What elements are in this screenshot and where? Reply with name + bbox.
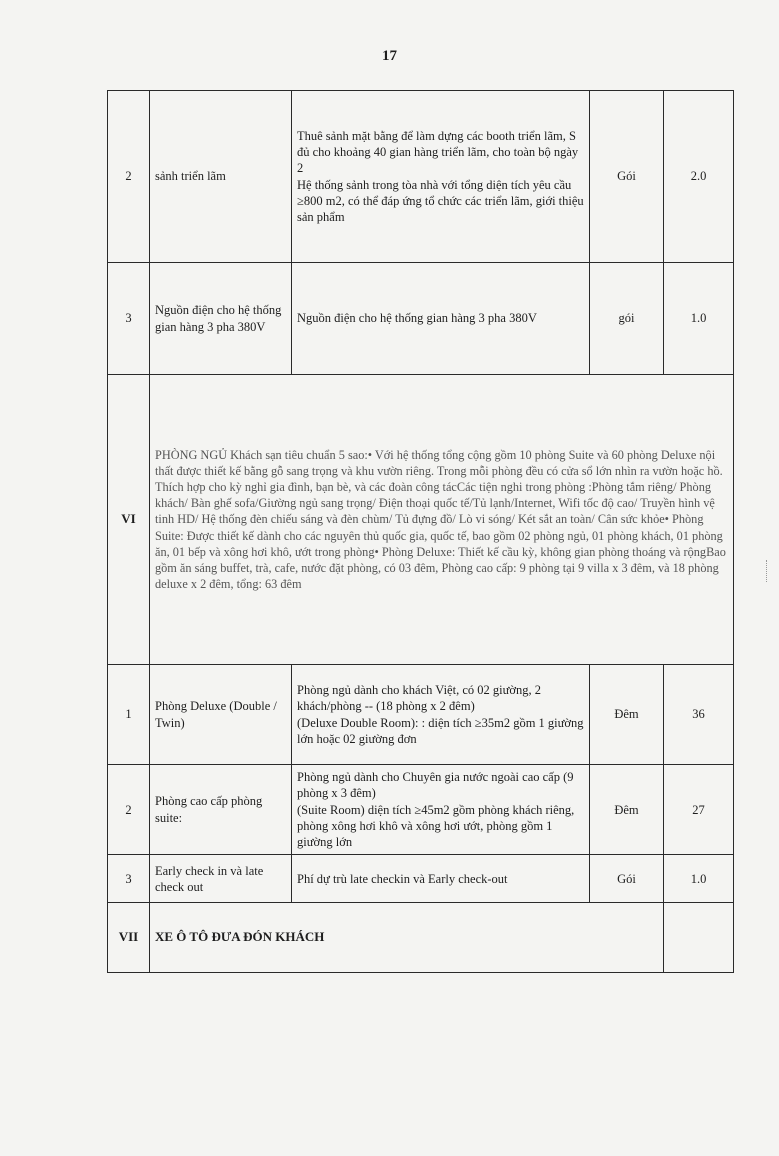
item-description bbox=[292, 263, 590, 375]
section-row bbox=[108, 375, 734, 665]
empty-cell bbox=[664, 903, 734, 973]
margin-mark bbox=[766, 560, 773, 582]
item-description bbox=[292, 665, 590, 765]
item-description bbox=[292, 91, 590, 263]
item-name: Early check in và late check out bbox=[150, 855, 292, 903]
table-row bbox=[108, 665, 734, 765]
description-line: (Suite Room) diện tích ≥45m2 gồm phòng khách riêng, phòng xông hơi khô và xông hơi ướt, phòng gồm 1 giường lớn bbox=[297, 802, 575, 849]
table-row bbox=[108, 91, 734, 263]
table-row bbox=[108, 765, 734, 855]
table-row bbox=[108, 855, 734, 903]
description-line: Hệ thống sảnh trong tòa nhà với tổng diện tích yêu cầu bbox=[297, 177, 572, 192]
page-number: 17 bbox=[382, 48, 397, 64]
description-line: Thuê sảnh mặt bằng để làm dựng các booth triển lãm, S đủ cho khoảng 40 gian hàng triển lãm, cho toàn bộ ngày 2 bbox=[297, 128, 579, 176]
section-row bbox=[108, 903, 734, 973]
item-unit: Gói bbox=[590, 91, 664, 263]
item-description bbox=[292, 855, 590, 903]
item-unit: gói bbox=[590, 263, 664, 375]
description-line: Phòng ngủ dành cho Chuyên gia nước ngoài cao cấp (9 phòng x 3 đêm) bbox=[297, 770, 574, 801]
cost-table bbox=[107, 90, 734, 973]
row-number: 3 bbox=[108, 263, 150, 375]
item-name: Phòng cao cấp phòng suite: bbox=[150, 765, 292, 855]
description-line: ≥800 m2, có thể đáp ứng tổ chức các triển lãm, giới thiệu sản phẩm bbox=[297, 193, 584, 224]
table-row bbox=[108, 263, 734, 375]
section-title: XE Ô TÔ ĐƯA ĐÓN KHÁCH bbox=[150, 903, 664, 973]
item-name: Phòng Deluxe (Double / Twin) bbox=[150, 665, 292, 765]
item-unit: Đêm bbox=[590, 765, 664, 855]
section-number: VI bbox=[108, 375, 150, 665]
row-number: 2 bbox=[108, 91, 150, 263]
item-quantity: 27 bbox=[664, 765, 734, 855]
item-description bbox=[292, 765, 590, 855]
item-name: Nguồn điện cho hệ thống gian hàng 3 pha 380V bbox=[150, 263, 292, 375]
item-quantity: 1.0 bbox=[664, 855, 734, 903]
row-number: 3 bbox=[108, 855, 150, 903]
section-description: PHÒNG NGỦ Khách sạn tiêu chuẩn 5 sao:• Với hệ thống tổng cộng gồm 10 phòng Suite và 60 phòng Deluxe nội thất được thiết kế bằng gỗ sang trọng và khu vườn riêng. Trong mỗi phòng đều có cửa sổ lớn nhìn ra vườn hoặc hồ. Thích hợp cho kỳ nghỉ gia đình, bạn bè, và các đoàn công tácCác tiện nghi trong phòng :Phòng tắm riêng/ Phòng khách/ Bàn ghế sofa/Giường ngủ sang trọng/ Điện thoại quốc tế/Tủ lạnh/Internet, Wifi tốc độ cao/ Truyền hình vệ tinh HD/ Hệ thống đèn chiếu sáng và đèn chùm/ Tủ đựng đồ/ Lò vi sóng/ Két sắt an toàn/ Cân sức khỏe• Phòng Suite: Được thiết kế dành cho các nguyên thủ quốc gia, quốc tế, bao gồm 02 phòng ngủ, 01 phòng khách, 01 phòng ăn, 01 bếp và xông hơi khô, ướt trong phòng• Phòng Deluxe: Thiết kế cầu kỳ, không gian phòng thoáng và rộngBao gồm ăn sáng buffet, trà, cafe, nước đặt phòng, có 03 đêm, Phòng cao cấp: 9 phòng tại 9 villa x 3 đêm, và 18 phòng deluxe x 2 đêm, tổng: 63 đêm bbox=[150, 375, 734, 665]
description-line: Phí dự trù late checkin và Early check-out bbox=[297, 871, 508, 886]
description-line: Nguồn điện cho hệ thống gian hàng 3 pha 380V bbox=[297, 311, 537, 326]
row-number: 2 bbox=[108, 765, 150, 855]
item-quantity: 2.0 bbox=[664, 91, 734, 263]
item-quantity: 36 bbox=[664, 665, 734, 765]
description-line: Phòng ngủ dành cho khách Việt, có 02 giường, 2 khách/phòng -- (18 phòng x 2 đêm) bbox=[297, 683, 541, 714]
row-number: 1 bbox=[108, 665, 150, 765]
item-quantity: 1.0 bbox=[664, 263, 734, 375]
item-unit: Gói bbox=[590, 855, 664, 903]
section-number: VII bbox=[108, 903, 150, 973]
item-name: sảnh triển lãm bbox=[150, 91, 292, 263]
description-line: (Deluxe Double Room): : diện tích ≥35m2 gồm 1 giường lớn hoặc 02 giường đơn bbox=[297, 715, 584, 746]
item-unit: Đêm bbox=[590, 665, 664, 765]
